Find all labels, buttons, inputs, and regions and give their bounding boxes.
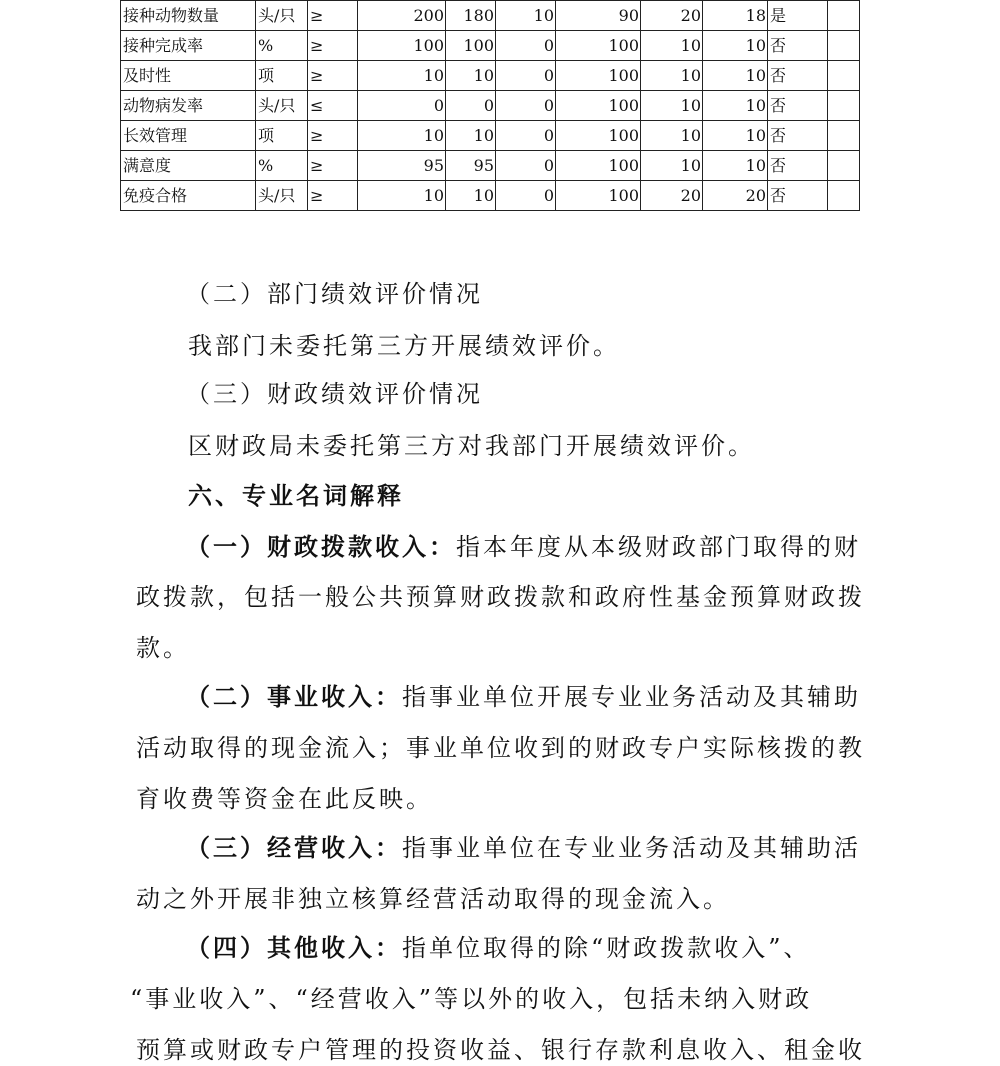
- cell-unit: 头/只: [256, 91, 308, 121]
- cell-v5: 10: [641, 91, 703, 121]
- cell-extra: [828, 61, 860, 91]
- table-row: [121, 121, 860, 151]
- cell-flag: 是: [768, 1, 828, 31]
- cell-v5: 10: [641, 61, 703, 91]
- term2-line2: 活动取得的现金流入；事业单位收到的财政专户实际核拨的教: [136, 734, 865, 762]
- cell-v5: 10: [641, 121, 703, 151]
- dept-eval-heading: （二）部门绩效评价情况: [186, 280, 483, 308]
- cell-name: 动物病发率: [121, 91, 256, 121]
- term3-text: 指事业单位在专业业务活动及其辅助活: [402, 834, 861, 862]
- cell-op: ≥: [308, 1, 358, 31]
- term2-text: 指事业单位开展专业业务活动及其辅助: [402, 683, 861, 711]
- fin-eval-heading: （三）财政绩效评价情况: [186, 380, 483, 408]
- cell-v6: 10: [703, 91, 768, 121]
- cell-v4: 100: [556, 31, 641, 61]
- cell-v4: 100: [556, 61, 641, 91]
- cell-v3: 0: [496, 91, 556, 121]
- table-row: [121, 151, 860, 181]
- cell-unit: 头/只: [256, 1, 308, 31]
- cell-v1: 10: [358, 121, 446, 151]
- cell-extra: [828, 31, 860, 61]
- cell-v6: 10: [703, 151, 768, 181]
- cell-flag: 否: [768, 31, 828, 61]
- cell-name: 免疫合格: [121, 181, 256, 211]
- term3-label: （三）经营收入：: [186, 833, 402, 862]
- cell-v1: 95: [358, 151, 446, 181]
- cell-unit: 项: [256, 121, 308, 151]
- cell-v6: 18: [703, 1, 768, 31]
- cell-v6: 10: [703, 31, 768, 61]
- glossary-heading: 六、专业名词解释: [188, 481, 404, 510]
- dept-eval-text: 我部门未委托第三方开展绩效评价。: [188, 332, 620, 360]
- term4-line1: [0, 932, 1000, 964]
- cell-unit: 项: [256, 61, 308, 91]
- cell-v3: 0: [496, 151, 556, 181]
- cell-v1: 200: [358, 1, 446, 31]
- cell-extra: [828, 91, 860, 121]
- cell-name: 及时性: [121, 61, 256, 91]
- cell-v4: 100: [556, 121, 641, 151]
- cell-name: 满意度: [121, 151, 256, 181]
- cell-unit: 头/只: [256, 181, 308, 211]
- cell-flag: 否: [768, 61, 828, 91]
- cell-op: ≥: [308, 151, 358, 181]
- cell-flag: 否: [768, 181, 828, 211]
- cell-extra: [828, 1, 860, 31]
- term4-line3: 预算或财政专户管理的投资收益、银行存款利息收入、租金收: [136, 1036, 865, 1064]
- cell-v6: 20: [703, 181, 768, 211]
- cell-extra: [828, 121, 860, 151]
- cell-v2: 180: [446, 1, 496, 31]
- cell-v1: 10: [358, 181, 446, 211]
- cell-flag: 否: [768, 91, 828, 121]
- term3-line1: [0, 832, 1000, 864]
- term4-text: 指单位取得的除“财政拨款收入”、: [402, 934, 811, 962]
- term2-line1: [0, 681, 1000, 713]
- cell-v2: 95: [446, 151, 496, 181]
- table-row: [121, 181, 860, 211]
- cell-name: 接种完成率: [121, 31, 256, 61]
- table-body: [121, 1, 860, 211]
- cell-v5: 20: [641, 1, 703, 31]
- cell-op: ≥: [308, 121, 358, 151]
- cell-v3: 0: [496, 31, 556, 61]
- cell-v5: 20: [641, 181, 703, 211]
- term2-line3: 育收费等资金在此反映。: [136, 785, 433, 813]
- cell-v2: 0: [446, 91, 496, 121]
- table-row: [121, 61, 860, 91]
- cell-unit: %: [256, 151, 308, 181]
- cell-unit: %: [256, 31, 308, 61]
- cell-v6: 10: [703, 61, 768, 91]
- term1-line2: 政拨款，包括一般公共预算财政拨款和政府性基金预算财政拨: [136, 583, 865, 611]
- term2-label: （二）事业收入：: [186, 682, 402, 711]
- cell-v5: 10: [641, 31, 703, 61]
- cell-extra: [828, 181, 860, 211]
- cell-v4: 100: [556, 151, 641, 181]
- cell-flag: 否: [768, 151, 828, 181]
- term1-label: （一）财政拨款收入：: [186, 532, 456, 561]
- cell-v4: 90: [556, 1, 641, 31]
- cell-v4: 100: [556, 91, 641, 121]
- term3-line2: 动之外开展非独立核算经营活动取得的现金流入。: [136, 885, 730, 913]
- cell-name: 接种动物数量: [121, 1, 256, 31]
- cell-v6: 10: [703, 121, 768, 151]
- cell-name: 长效管理: [121, 121, 256, 151]
- cell-v2: 100: [446, 31, 496, 61]
- term4-label: （四）其他收入：: [186, 933, 402, 962]
- cell-v2: 10: [446, 121, 496, 151]
- table-row: [121, 91, 860, 121]
- cell-v2: 10: [446, 181, 496, 211]
- cell-extra: [828, 151, 860, 181]
- cell-flag: 否: [768, 121, 828, 151]
- cell-v3: 0: [496, 121, 556, 151]
- cell-v2: 10: [446, 61, 496, 91]
- cell-op: ≤: [308, 91, 358, 121]
- cell-v1: 100: [358, 31, 446, 61]
- performance-indicator-table: [120, 0, 860, 211]
- cell-op: ≥: [308, 181, 358, 211]
- cell-v3: 0: [496, 181, 556, 211]
- term1-line1: [0, 531, 1000, 563]
- cell-v3: 10: [496, 1, 556, 31]
- cell-v3: 0: [496, 61, 556, 91]
- cell-v5: 10: [641, 151, 703, 181]
- term1-text: 指本年度从本级财政部门取得的财: [456, 533, 861, 561]
- cell-v4: 100: [556, 181, 641, 211]
- cell-op: ≥: [308, 61, 358, 91]
- fin-eval-text: 区财政局未委托第三方对我部门开展绩效评价。: [188, 432, 755, 460]
- cell-op: ≥: [308, 31, 358, 61]
- term1-line3: 款。: [136, 634, 190, 662]
- cell-v1: 0: [358, 91, 446, 121]
- cell-v1: 10: [358, 61, 446, 91]
- table-row: [121, 31, 860, 61]
- table-row: [121, 1, 860, 31]
- term4-line2: “事业收入”、“经营收入”等以外的收入，包括未纳入财政: [130, 985, 813, 1013]
